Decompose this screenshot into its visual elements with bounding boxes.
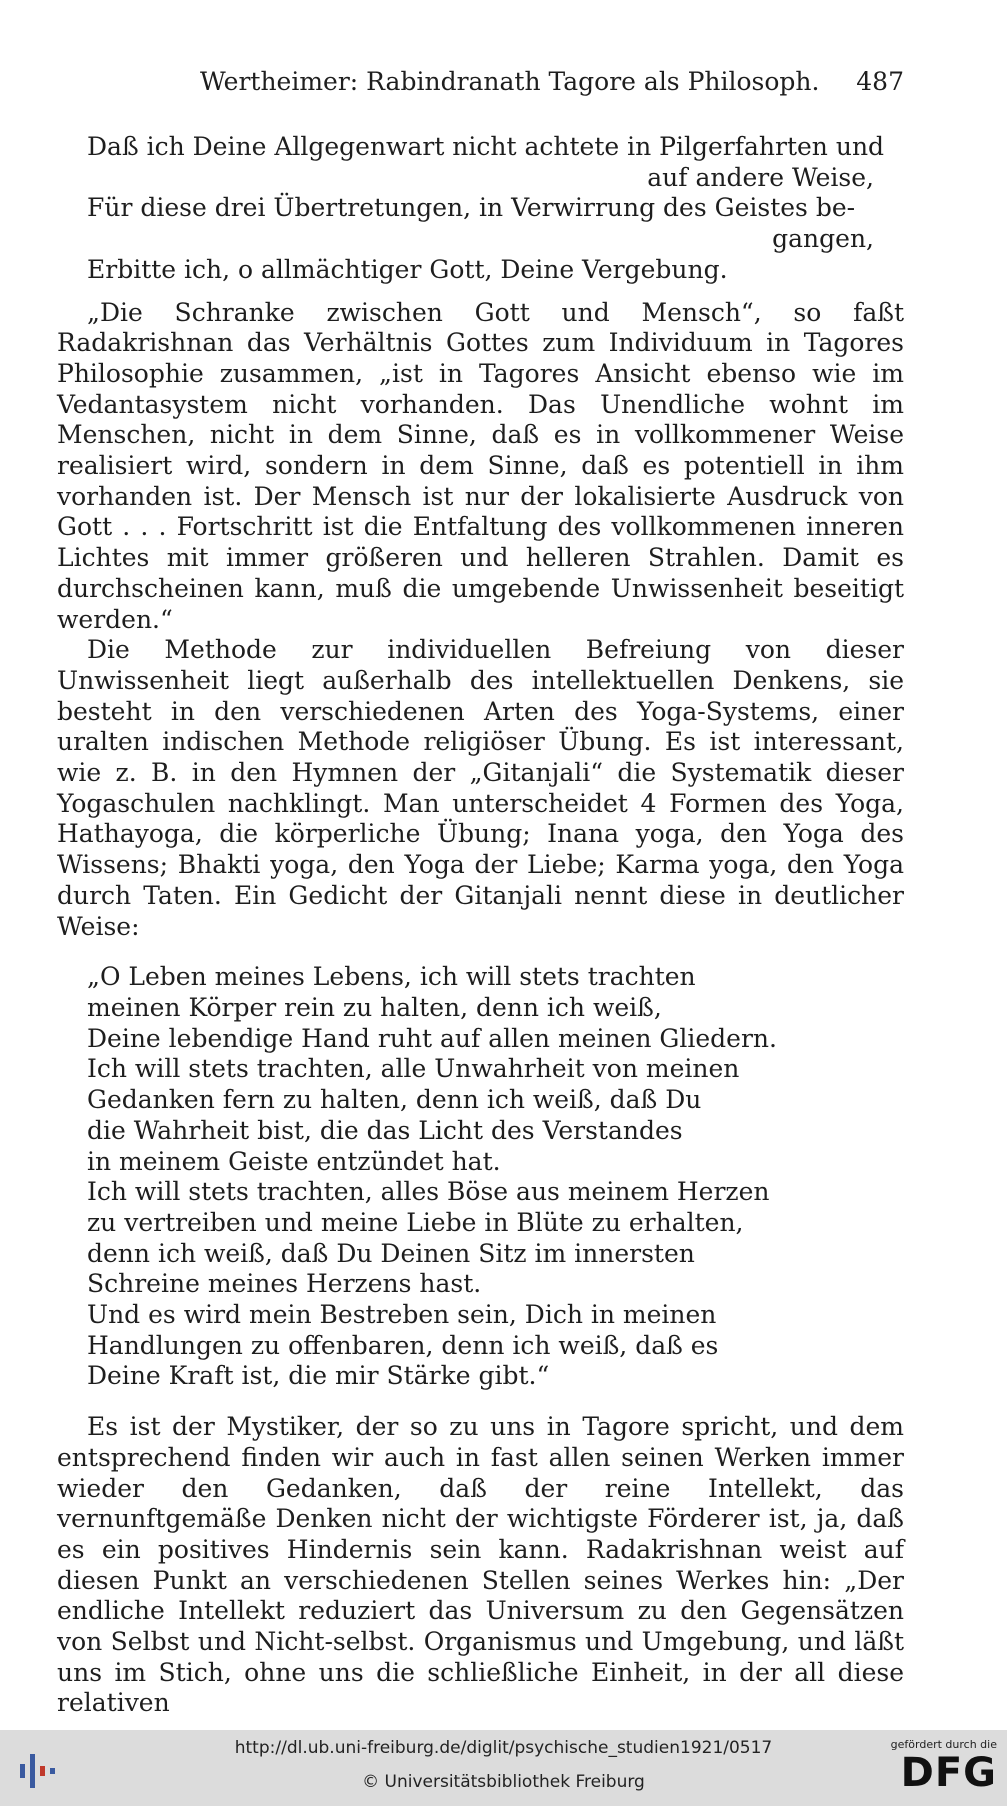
poem-line: zu vertreiben und meine Liebe in Blüte zu erhalten, xyxy=(87,1207,744,1237)
poem-line: denn ich weiß, daß Du Deinen Sitz im innersten xyxy=(87,1238,695,1268)
verse-intro-line: Für diese drei Übertretungen, in Verwirrung des Geistes be- xyxy=(87,193,856,223)
running-title: Wertheimer: Rabindranath Tagore als Philosoph. xyxy=(200,67,820,96)
poem-line: Ich will stets trachten, alles Böse aus meinem Herzen xyxy=(87,1177,770,1207)
poem-line: Deine lebendige Hand ruht auf allen meinen Gliedern. xyxy=(87,1023,777,1053)
verse-intro-line: auf andere Weise, xyxy=(647,162,874,192)
poem-line: in meinem Geiste entzündet hat. xyxy=(87,1146,501,1176)
footer-bar xyxy=(0,1730,1007,1806)
poem-line: „O Leben meines Lebens, ich will stets trachten xyxy=(87,962,696,992)
verse-intro-line: Erbitte ich, o allmächtiger Gott, Deine Vergebung. xyxy=(87,254,728,284)
dfg-logo xyxy=(887,1738,997,1802)
body-text xyxy=(57,132,904,1719)
dfg-funding-note: gefördert durch die xyxy=(890,1738,997,1751)
verse-intro-line: gangen, xyxy=(772,224,874,254)
paragraph: Die Methode zur individuellen Befreiung von dieser Unwissenheit liegt außerhalb des intellektuellen Denkens, sie besteht in den verschiedenen Arten des Yoga-Systems, einer uralten indischen Methode religiöser Übung. Es ist interessant, wie z. B. in den Hymnen der „Gitanjali“ die Systematik dieser Yogaschulen nachklingt. Man unterscheidet 4 Formen des Yoga, Hathayoga, die körperliche Übung; Inana yoga, den Yoga des Wissens; Bhakti yoga, den Yoga der Liebe; Karma yoga, den Yoga durch Taten. Ein Gedicht der Gitanjali nennt diese in deutlicher Weise: xyxy=(57,635,904,941)
poem-line: Schreine meines Herzens hast. xyxy=(87,1269,482,1299)
copyright-notice: © Universitätsbibliothek Freiburg xyxy=(362,1772,645,1792)
poem xyxy=(87,962,904,1392)
poem-line: Ich will stets trachten, alle Unwahrheit von meinen xyxy=(87,1054,740,1084)
poem-line: Und es wird mein Bestreben sein, Dich in meinen xyxy=(87,1300,717,1330)
dfg-logo-text: DFG xyxy=(900,1750,997,1796)
poem-line: Gedanken fern zu halten, denn ich weiß, daß Du xyxy=(87,1085,702,1115)
poem-line: die Wahrheit bist, die das Licht des Verstandes xyxy=(87,1115,683,1145)
paragraph: „Die Schranke zwischen Gott und Mensch“, so faßt Radakrishnan das Verhältnis Gottes zum Individuum in Tagores Philosophie zusammen, „ist in Tagores Ansicht ebenso wie im Vedantasystem nicht vorhanden. Das Unendliche wohnt im Menschen, nicht in dem Sinne, daß es in vollkommener Weise realisiert wird, sondern in dem Sinne, daß es potentiell in ihm vorhanden ist. Der Mensch ist nur der lokalisierte Ausdruck von Gott . . . Fortschritt ist die Entfaltung des vollkommenen inneren Lichtes mit immer größeren und helleren Strahlen. Damit es durchscheinen kann, muß die umgebende Unwissenheit beseitigt werden.“ xyxy=(57,297,904,634)
verse-intro-line: Daß ich Deine Allgegenwart nicht achtete in Pilgerfahrten und xyxy=(87,132,885,161)
poem-line: meinen Körper rein zu halten, denn ich weiß, xyxy=(87,992,662,1022)
paragraph: Es ist der Mystiker, der so zu uns in Tagore spricht, und dem entsprechend finden wir auch in fast allen seinen Werken immer wieder den Gedanken, daß der reine Intellekt, das vernunftgemäße Denken nicht der wichtigste Förderer ist, ja, daß es ein positives Hindernis sein kann. Radakrishnan weist auf diesen Punkt an verschiedenen Stellen seines Werkes hin: „Der endliche Intellekt reduziert das Universum zu den Gegensätzen von Selbst und Nicht-selbst. Organismus und Umgebung, und läßt uns im Stich, ohne uns die schließliche Einheit, in der all diese relativen xyxy=(57,1412,904,1718)
source-url-link[interactable]: http://dl.ub.uni-freiburg.de/diglit/psychische_studien1921/0517 xyxy=(234,1738,773,1758)
page-header xyxy=(200,62,904,102)
poem-line: Deine Kraft ist, die mir Stärke gibt.“ xyxy=(87,1361,550,1391)
verse-intro xyxy=(87,132,904,286)
poem-line: Handlungen zu offenbaren, denn ich weiß, daß es xyxy=(87,1330,719,1360)
page-number: 487 xyxy=(856,67,904,96)
